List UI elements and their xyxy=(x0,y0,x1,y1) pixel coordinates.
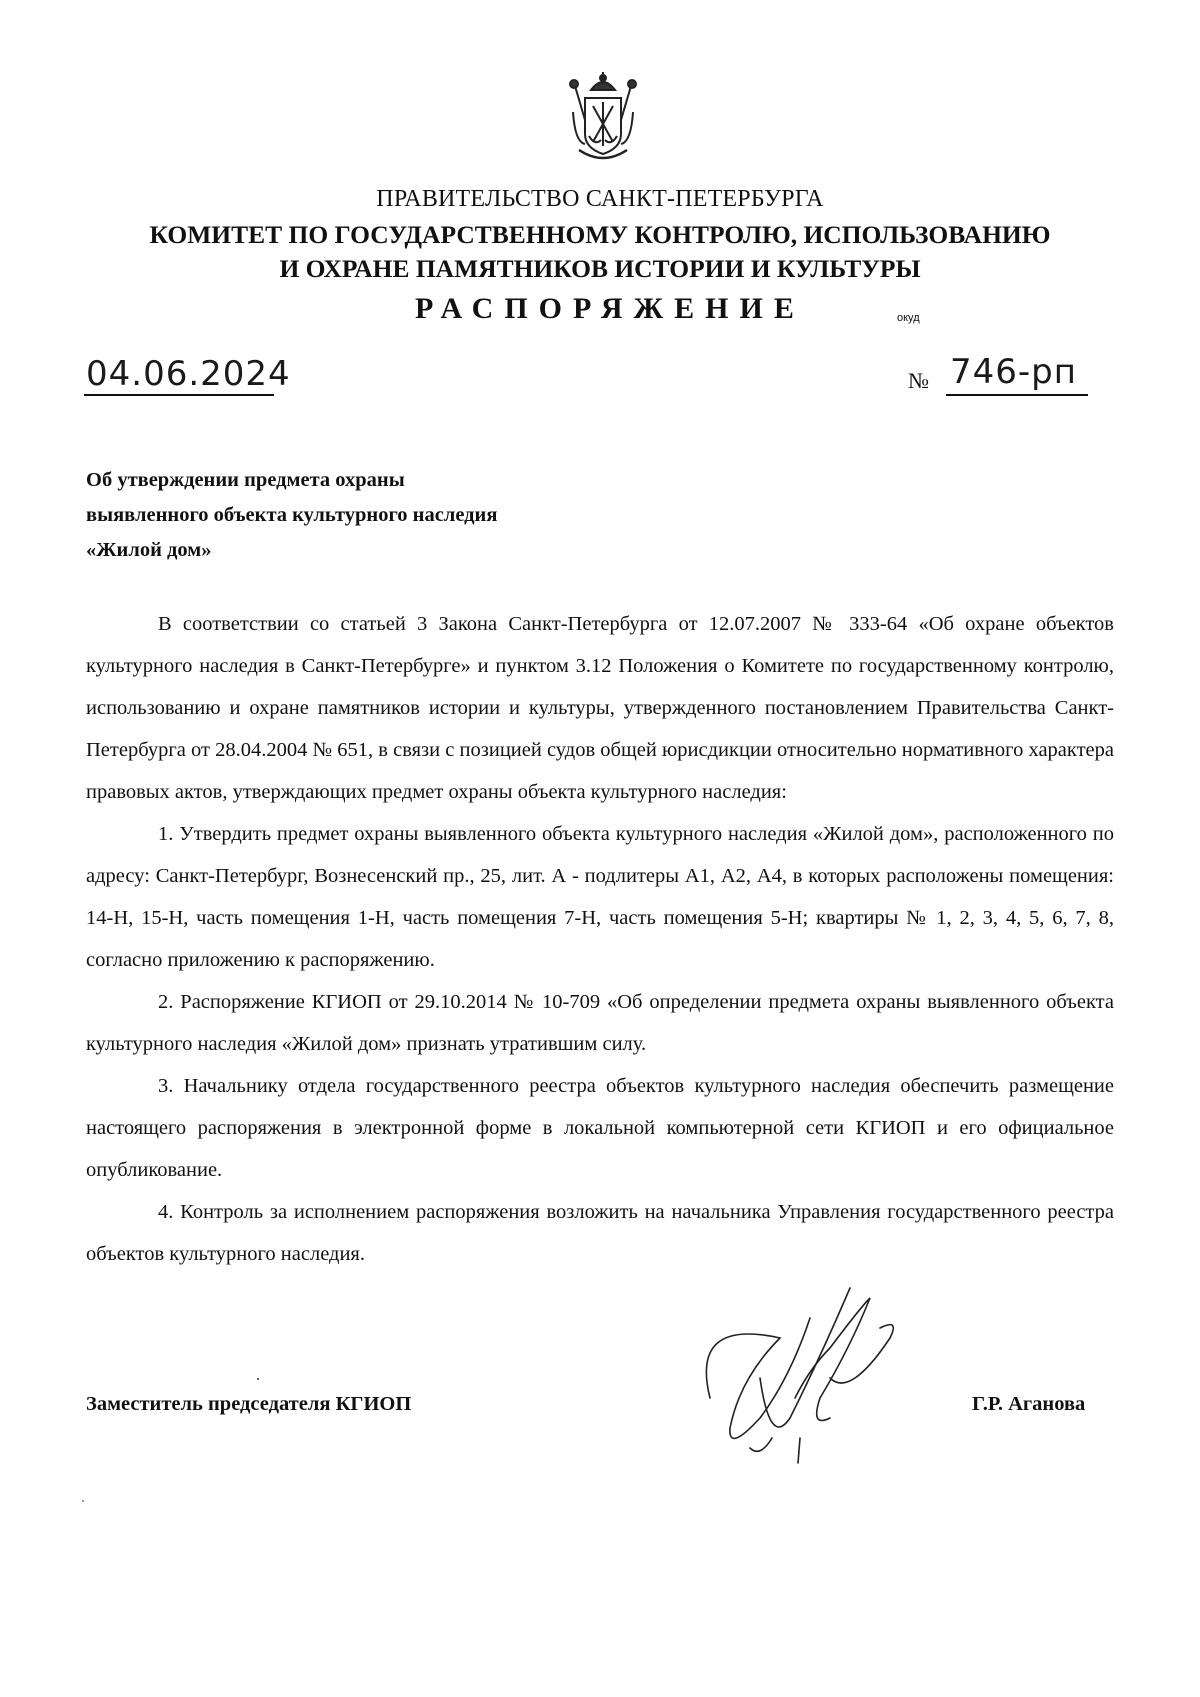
committee-name-line2: И ОХРАНЕ ПАМЯТНИКОВ ИСТОРИИ И КУЛЬТУРЫ xyxy=(279,254,921,283)
signatory-position: Заместитель председателя КГИОП xyxy=(86,1393,412,1415)
coat-of-arms-emblem xyxy=(565,72,641,164)
date-underline xyxy=(84,394,274,396)
document-subject xyxy=(86,463,497,568)
item-paragraph-3: 3. Начальнику отдела государственного реестра объектов культурного наследия обеспечить размещение настоящего распоряжения в электронной форме в локальной компьютерной сети КГИОП и его официальное опубликование. xyxy=(86,1075,1114,1181)
document-type: РАСПОРЯЖЕНИЕ xyxy=(415,292,805,325)
okud-label: окуд xyxy=(897,312,920,324)
item-paragraph-2: 2. Распоряжение КГИОП от 29.10.2014 № 10-709 «Об определении предмета охраны выявленного объекта культурного наследия «Жилой дом» признать утратившим силу. xyxy=(86,991,1114,1055)
item-paragraph-1: 1. Утвердить предмет охраны выявленного объекта культурного наследия «Жилой дом», расположенного по адресу: Санкт-Петербург, Вознесенский пр., 25, лит. А - подлитеры А1, А2, А4, в которых расположены помещения: 14-Н, 15-Н, часть помещения 1-Н, часть помещения 7-Н, часть помещения 5-Н; квартиры № 1, 2, 3, 4, 5, 6, 7, 8, согласно приложению к распоряжению. xyxy=(86,823,1114,971)
committee-name-line1: КОМИТЕТ ПО ГОСУДАРСТВЕННОМУ КОНТРОЛЮ, ИСПОЛЬЗОВАНИЮ xyxy=(149,220,1051,249)
signatory-name: Г.Р. Аганова xyxy=(972,1393,1086,1415)
committee-name xyxy=(0,218,1200,286)
preamble-paragraph: В соответствии со статьей 3 Закона Санкт-Петербурга от 12.07.2007 № 333-64 «Об охране объектов культурного наследия в Санкт-Петербурге» и пунктом 3.12 Положения о Комитете по государственному контролю, использованию и охране памятников истории и культуры, утвержденного постановлением Правительства Санкт-Петербурга от 28.04.2004 № 651, в связи с позицией судов общей юрисдикции относительно нормативного характера правовых актов, утверждающих предмет охраны объекта культурного наследия: xyxy=(86,613,1114,803)
document-number: 746-рп xyxy=(950,352,1077,392)
scan-speck xyxy=(82,1500,84,1502)
subject-line: выявленного объекта культурного наследия xyxy=(86,504,498,526)
document-date: 04.06.2024 xyxy=(86,354,291,394)
subject-line: Об утверждении предмета охраны xyxy=(86,469,405,491)
item-paragraph-4: 4. Контроль за исполнением распоряжения возложить на начальника Управления государственного реестра объектов культурного наследия. xyxy=(86,1201,1114,1265)
number-underline xyxy=(946,394,1088,396)
government-name: ПРАВИТЕЛЬСТВО САНКТ-ПЕТЕРБУРГА xyxy=(376,186,824,212)
number-sign: № xyxy=(908,368,929,393)
scan-speck xyxy=(257,1378,259,1380)
document-body xyxy=(86,603,1114,1275)
handwritten-signature xyxy=(700,1278,910,1468)
subject-line: «Жилой дом» xyxy=(86,539,212,561)
